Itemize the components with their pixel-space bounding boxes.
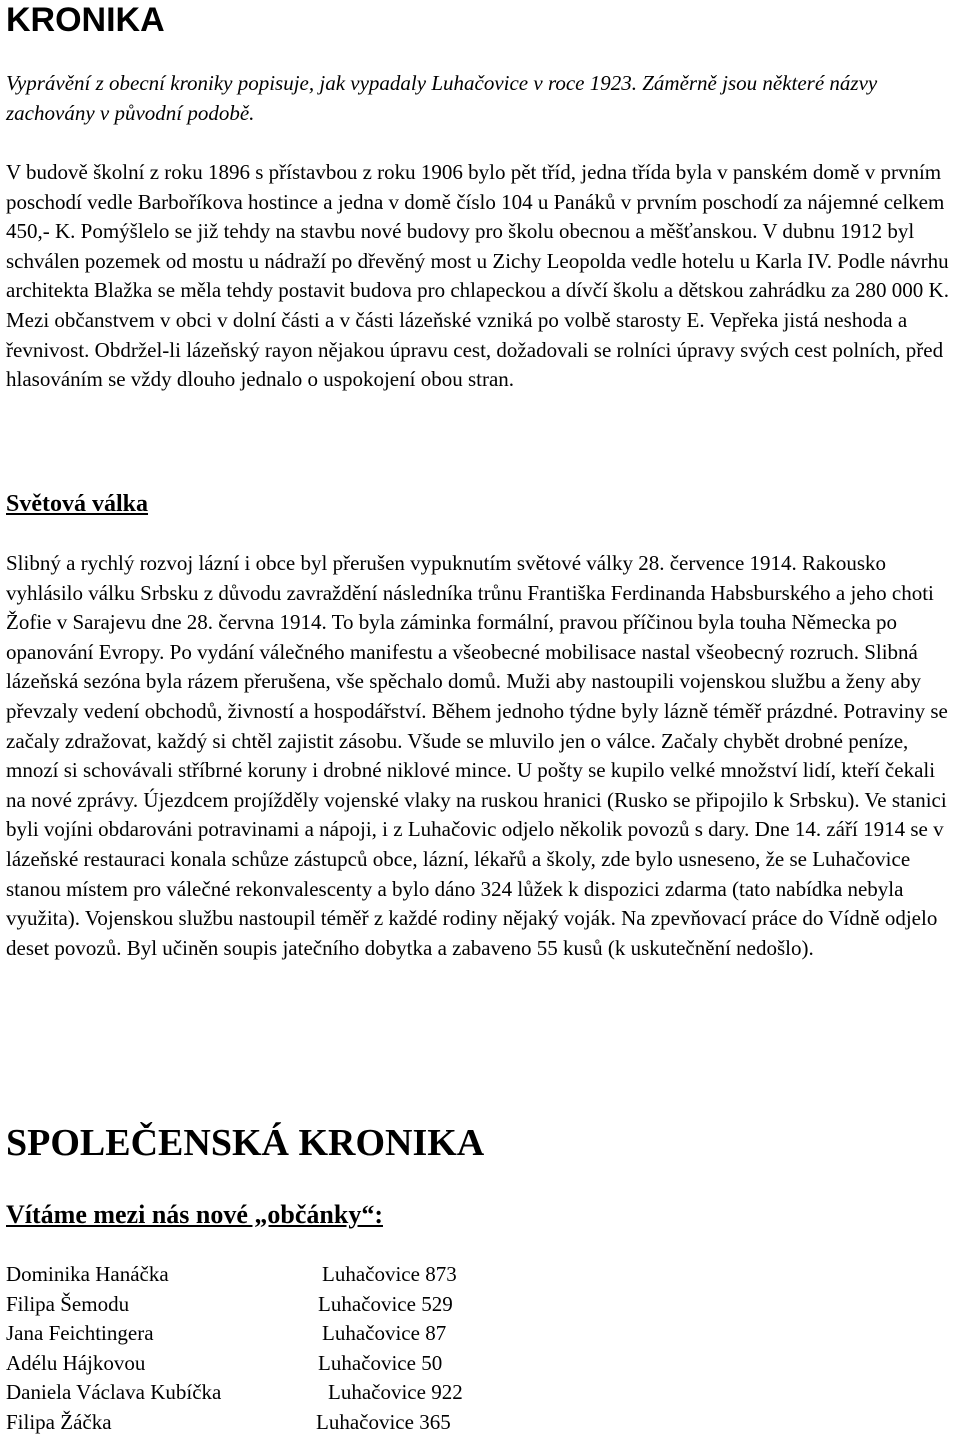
birth-name: Jana Feichtingera (6, 1321, 154, 1346)
birth-name: Filipa Šemodu (6, 1291, 130, 1316)
social-chronicle-title: SPOLEČENSKÁ KRONIKA (6, 1122, 485, 1164)
list-item (6, 1290, 606, 1320)
war-paragraph: Slibný a rychlý rozvoj lázní i obce byl přerušen vypuknutím světové války 28. července 1914. Rakousko vyhlásilo válku Srbsku z důvodu zavraždění následníka trůnu Františka Ferdinanda Habsburského a jeho choti Žofie v Sarajevu dne 28. června 1914. To byla záminka formální, pravou příčinou byla touha Německa po opanování Evropy. Po vydání válečného manifestu a všeobecné mobilisace nastal všeobecný rozruch. Slibná lázeňská sezóna byla rázem přerušena, vše spěchalo domů. Muži aby nastoupili vojenskou službu a ženy aby převzaly vedení obchodů, živností a hospodářství. Během jednoho týdne byly lázně téměř prázdné. Potraviny se začaly zdražovat, každý si chtěl zajistit zásobu. Všude se mluvilo jen o válce. Začaly chybět drobné peníze, mnozí si schovávali stříbrné koruny i drobné niklové mince. U pošty se kupilo velké množství lidí, kteří čekali na nové zprávy. Újezdcem projížděly vojenské vlaky na ruskou hranici (Rusko se připojilo k Srbsku). Ve stanici byli vojíni obdarováni potravinami a nápoji, i z Luhačovic odjelo několik povozů s dary. Dne 14. září 1914 se v lázeňské restauraci konala schůze zástupců obce, lázní, lékařů a školy, zde bylo usneseno, že se Luhačovice stanou místem pro válečné rekonvalescenty a bylo dáno 324 lůžek k dispozici zdarma (tato nabídka nebyla využita). Vojenskou službu nastoupil téměř z každé rodiny nějaký voják. Na zpevňovací práce do Vídně odjelo deset povozů. Byl učiněn soupis jatečního dobytka a zabaveno 55 kusů (k uskutečnění nedošlo). (6, 551, 948, 960)
list-item (6, 1408, 606, 1438)
list-item (6, 1260, 606, 1290)
list-item (6, 1378, 606, 1408)
birth-name: Daniela Václava Kubíčka (6, 1380, 222, 1405)
births-list (6, 1260, 606, 1438)
welcome-heading: Vítáme mezi nás nové „občánky“: (6, 1200, 383, 1229)
list-item (6, 1349, 606, 1379)
birth-name: Dominika Hanáčka (6, 1262, 169, 1286)
birth-place: Luhačovice 50 (318, 1350, 443, 1375)
birth-place: Luhačovice 922 (328, 1380, 463, 1405)
school-paragraph: V budově školní z roku 1896 s přístavbou z roku 1906 bylo pět tříd, jedna třída byla v panském domě v prvním poschodí vedle Barboříkova hostince a jedna v domě číslo 104 u Panáků v prvním poschodí za nájemné celkem 450,- K. Pomýšlelo se již tehdy na stavbu nové budovy pro školu obecnou a měšťanskou. V dubnu 1912 byl schválen pozemek od mostu u nádraží po dřevěný most u Zichy Leopolda vedle hotelu u Karla IV. Podle návrhu architekta Blažka se měla tehdy postavit budova pro chlapeckou a dívčí školu a dětskou zahrádku za 280 000 K. Mezi občanstvem v obci v dolní části a v části lázeňské vzniká po volbě starosty E. Vepřeka jistá neshoda a řevnivost. Obdržel-li lázeňský rayon nějakou úpravu cest, dožadovali se rolníci úpravy svých cest polních, před hlasováním se vždy dlouho jednalo o uspokojení obou stran. (6, 160, 949, 392)
war-section-heading: Světová válka (6, 491, 149, 517)
list-item (6, 1319, 606, 1349)
birth-place: Luhačovice 873 (322, 1262, 457, 1286)
birth-name: Filipa Žáčka (6, 1409, 112, 1434)
birth-place: Luhačovice 87 (322, 1321, 447, 1346)
page-title: KRONIKA (6, 1, 165, 39)
intro-text: Vyprávění z obecní kroniky popisuje, jak vypadaly Luhačovice v roce 1923. Záměrně jsou některé názvy zachovány v původní podobě. (6, 71, 878, 125)
birth-name: Adélu Hájkovou (6, 1350, 146, 1375)
birth-place: Luhačovice 529 (318, 1291, 453, 1316)
birth-place: Luhačovice 365 (316, 1409, 451, 1434)
